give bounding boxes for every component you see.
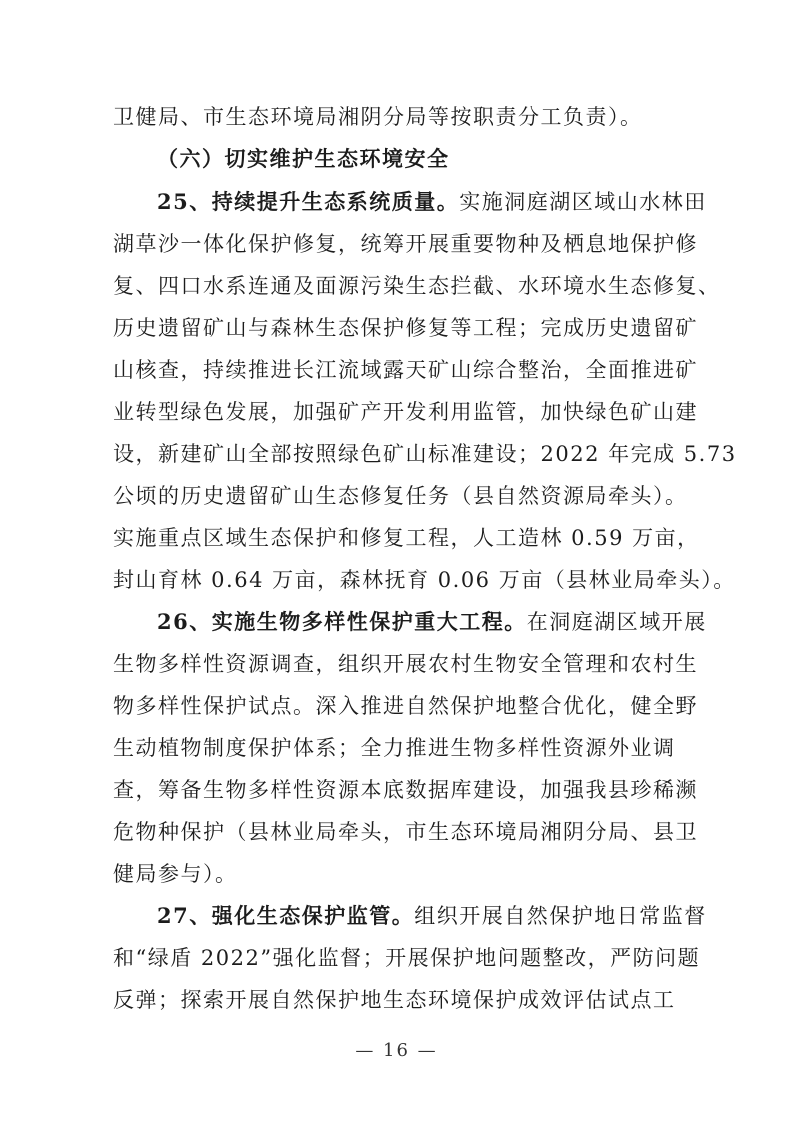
text-line: 复、四口水系连通及面源污染生态拦截、水环境水生态修复、 [113,274,721,298]
section-heading: （六）切实维护生态环境安全 [157,146,450,171]
text-line: 卫健局、市生态环境局湘阴分局等按职责分工负责）。 [113,105,643,129]
item-26-text: 在洞庭湖区域开展 [526,610,707,634]
text-line: 实施重点区域生态保护和修复工程，人工造林 0.59 万亩， [113,526,700,550]
text-line: 生物多样性资源调查，组织开展农村生物安全管理和农村生 [113,652,698,676]
text-line: 湖草沙一体化保护修复，统筹开展重要物种及栖息地保护修 [113,232,698,256]
text-line: 反弹；探索开展自然保护地生态环境保护成效评估试点工 [113,988,676,1012]
text-line: 健局参与）。 [113,862,238,886]
text-line: 查，筹备生物多样性资源本底数据库建设，加强我县珍稀濒 [113,778,698,802]
text-line: 公顷的历史遗留矿山生态修复任务（县自然资源局牵头）。 [113,484,688,508]
text-line: 业转型绿色发展，加强矿产开发利用监管，加快绿色矿山建 [113,400,698,424]
item-26-first-line [157,609,707,635]
item-26-heading: 26、实施生物多样性保护重大工程。 [157,609,527,634]
text-line: 危物种保护（县林业局牵头，市生态环境局湘阴分局、县卫 [113,820,698,844]
page-number: — 16 — [355,1040,438,1061]
text-line: 物多样性保护试点。深入推进自然保护地整合优化，健全野 [113,694,698,718]
item-25-text: 实施洞庭湖区域山水林田 [459,190,707,214]
item-27-text: 组织开展自然保护地日常监督 [414,904,707,928]
item-25-heading: 25、持续提升生态系统质量。 [157,189,460,214]
item-25-first-line [157,189,707,215]
text-line: 生动植物制度保护体系；全力推进生物多样性资源外业调 [113,736,676,760]
text-line: 设，新建矿山全部按照绿色矿山标准建设；2022 年完成 5.73 [113,442,737,466]
text-line: 历史遗留矿山与森林生态保护修复等工程；完成历史遗留矿 [113,316,698,340]
item-27-heading: 27、强化生态保护监管。 [157,903,415,928]
text-line: 和“绿盾 2022”强化监督；开展保护地问题整改，严防问题 [113,946,701,970]
text-line: 山核查，持续推进长江流域露天矿山综合整治，全面推进矿 [113,358,698,382]
item-27-first-line [157,903,707,929]
text-line: 封山育林 0.64 万亩，森林抚育 0.06 万亩（县林业局牵头）。 [113,568,736,592]
